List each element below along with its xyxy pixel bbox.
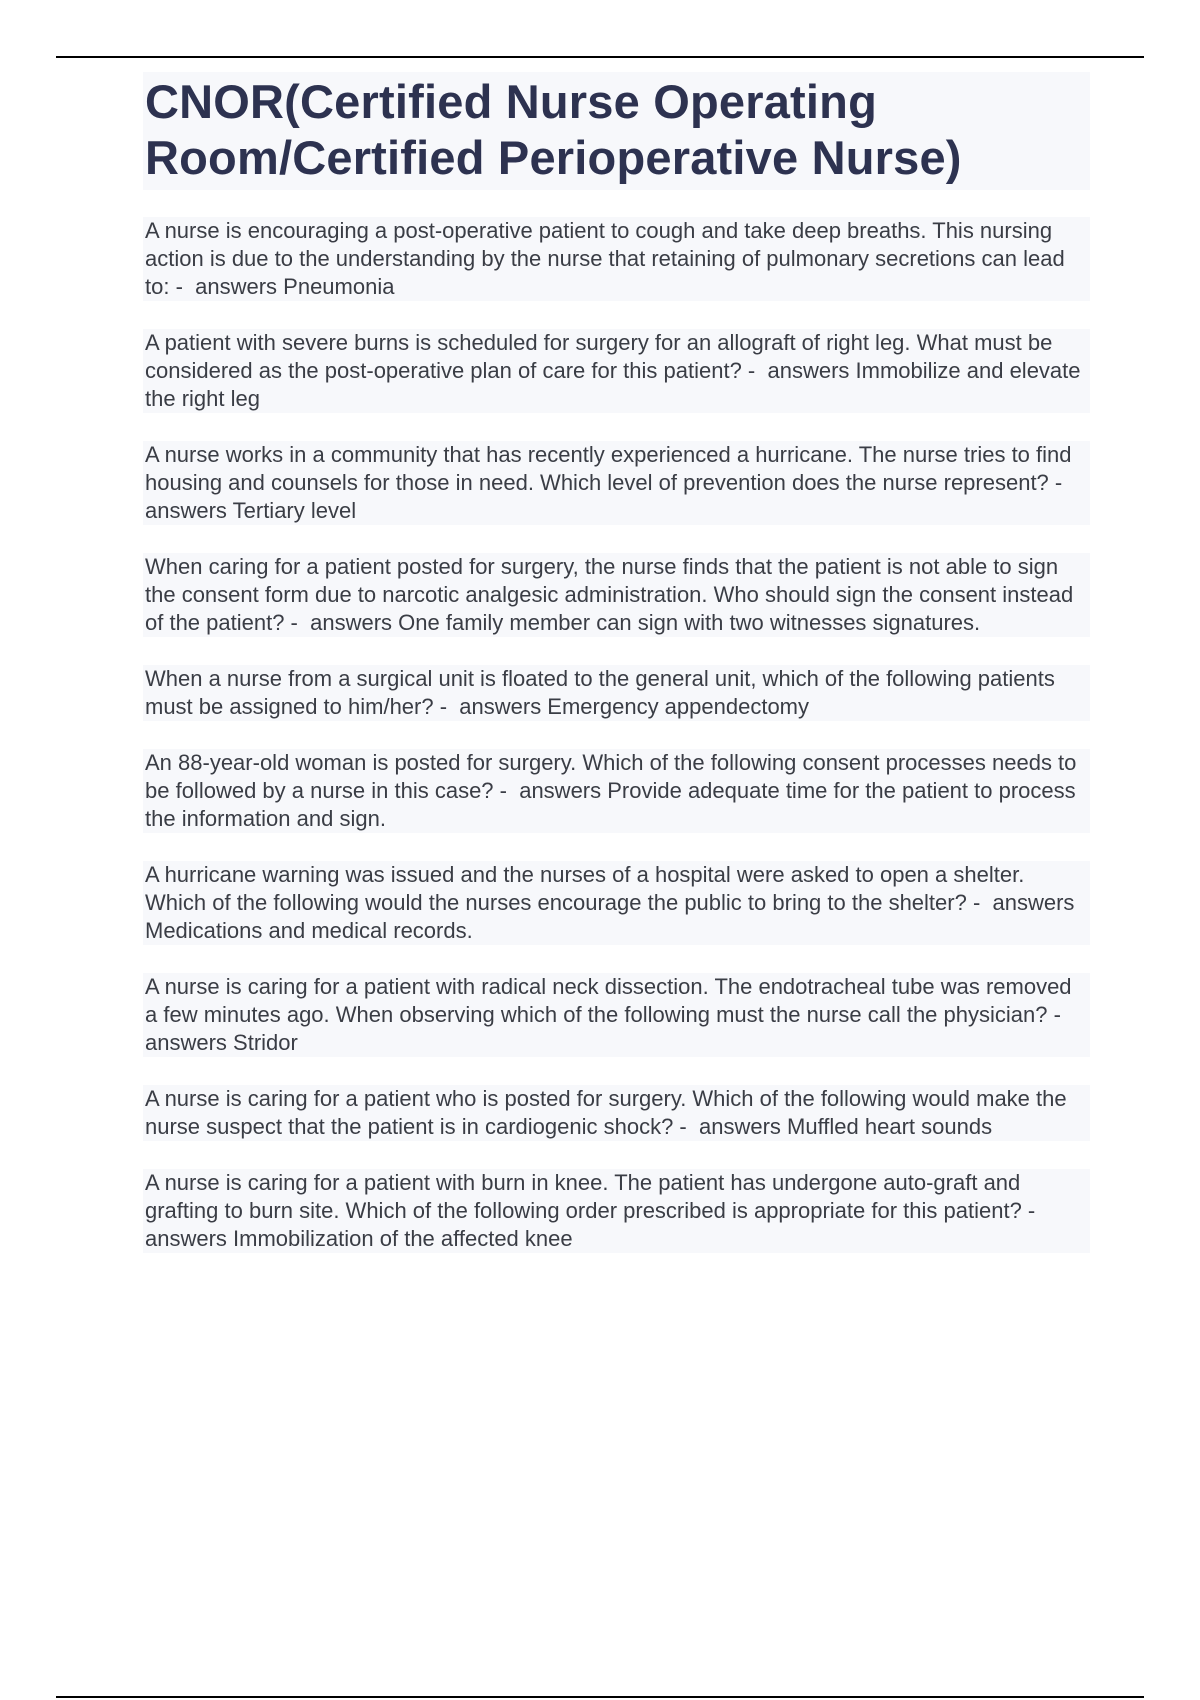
document-title: CNOR(Certified Nurse Operating Room/Certified Perioperative Nurse)	[145, 75, 962, 184]
qa-item	[143, 441, 1090, 525]
bottom-rule	[56, 1696, 1144, 1698]
qa-item	[143, 553, 1090, 637]
qa-item	[143, 1169, 1090, 1253]
question-text: A hurricane warning was issued and the nurses of a hospital were asked to open a shelter. Which of the following would the nurses encourage the public to bring to the shelter? -	[145, 862, 1031, 915]
answer-text: answers Provide adequate time for the patient to process the information and sign.	[145, 778, 1082, 831]
answer-text: answers Immobilization of the affected knee	[145, 1198, 1048, 1251]
qa-item	[143, 1085, 1090, 1141]
qa-item	[143, 749, 1090, 833]
answer-text: answers Pneumonia	[189, 274, 395, 299]
qa-item	[143, 665, 1090, 721]
answer-text: answers Medications and medical records.	[145, 890, 1081, 943]
answer-text: answers Tertiary level	[145, 470, 1075, 523]
question-text: A nurse is caring for a patient who is posted for surgery. Which of the following would make the nurse suspect that the patient is in cardiogenic shock? -	[145, 1086, 1073, 1139]
answer-text: answers Stridor	[145, 1002, 1074, 1055]
answer-text: answers Emergency appendectomy	[453, 694, 810, 719]
answer-text: answers Muffled heart sounds	[692, 1114, 993, 1139]
answer-text: answers Immobilize and elevate the right leg	[145, 358, 1087, 411]
question-text: An 88-year-old woman is posted for surgery. Which of the following consent processes needs to be followed by a nurse in this case? -	[145, 750, 1083, 803]
question-text: A nurse is caring for a patient with burn in knee. The patient has undergone auto-graft and grafting to burn site. Which of the following order prescribed is appropriate for this patient? -	[145, 1170, 1042, 1223]
qa-item	[143, 329, 1090, 413]
question-text: When a nurse from a surgical unit is floated to the general unit, which of the following patients must be assigned to him/her? -	[145, 666, 1061, 719]
top-rule	[56, 56, 1144, 58]
qa-item	[143, 973, 1090, 1057]
answer-text: answers One family member can sign with two witnesses signatures.	[304, 610, 981, 635]
question-text: A nurse is caring for a patient with radical neck dissection. The endotracheal tube was removed a few minutes ago. When observing which of the following must the nurse call the physician? -	[145, 974, 1078, 1027]
title-block	[143, 72, 1090, 190]
qa-list	[145, 217, 1090, 1253]
qa-item	[143, 217, 1090, 301]
question-text: When caring for a patient posted for surgery, the nurse finds that the patient is not able to sign the consent form due to narcotic analgesic administration. Who should sign the consent instead of the patient? -	[145, 554, 1080, 635]
question-text: A nurse is encouraging a post-operative patient to cough and take deep breaths. This nursing action is due to the understanding by the nurse that retaining of pulmonary secretions can lead to: -	[145, 218, 1071, 299]
qa-item	[143, 861, 1090, 945]
question-text: A nurse works in a community that has recently experienced a hurricane. The nurse tries to find housing and counsels for those in need. Which level of prevention does the nurse represent? -	[145, 442, 1078, 495]
question-text: A patient with severe burns is scheduled for surgery for an allograft of right leg. What must be considered as the post-operative plan of care for this patient? -	[145, 330, 1059, 383]
document-body	[145, 72, 1090, 1281]
